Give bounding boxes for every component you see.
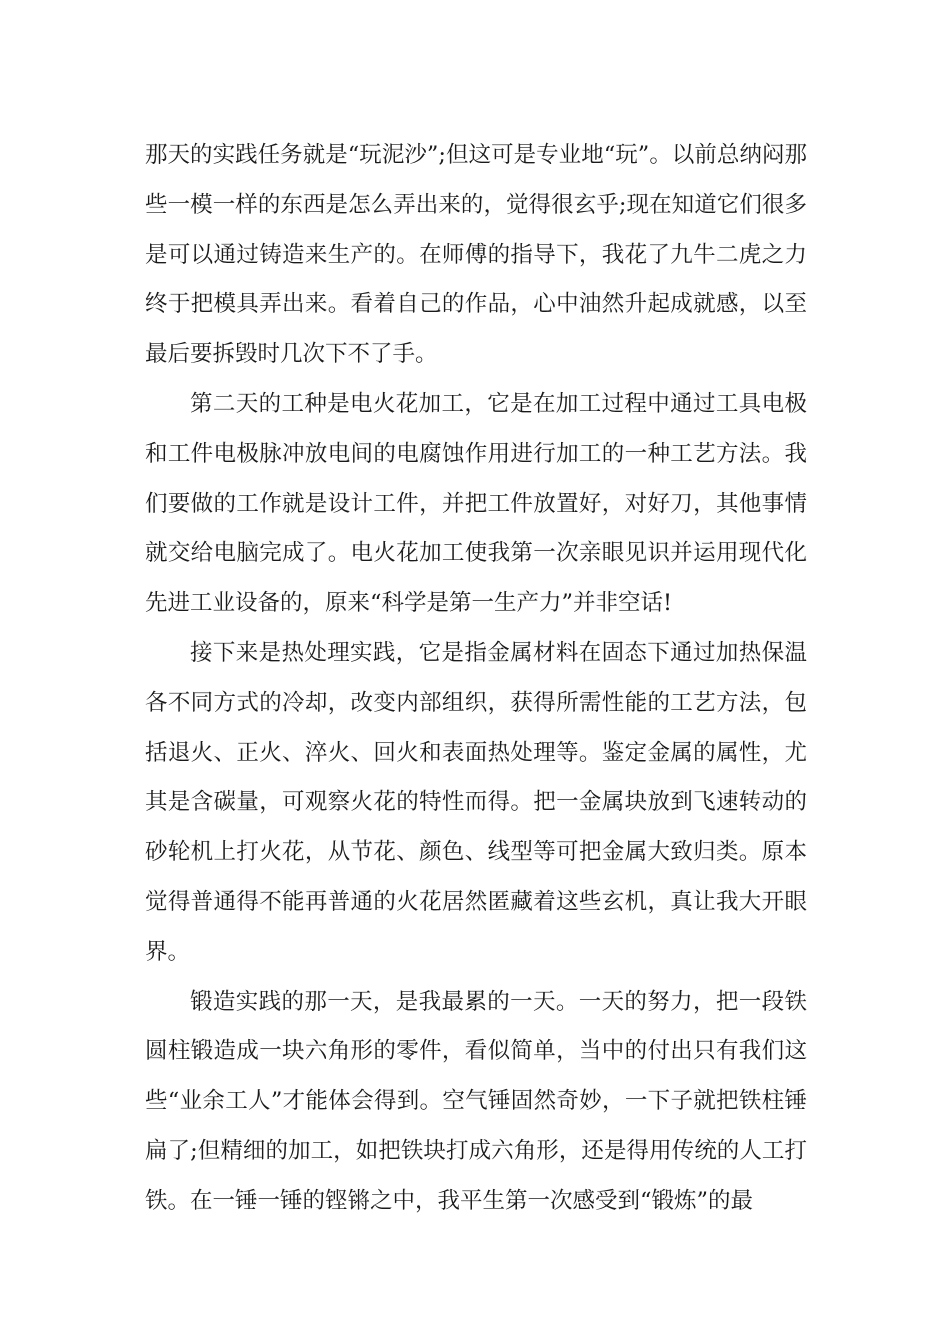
paragraph-2: 第二天的工种是电火花加工，它是在加工过程中通过工具电极和工件电极脉冲放电间的电腐蚀作用进行加工的一种工艺方法。我们要做的工作就是设计工件，并把工件放置好，对好刀，其他事情就交给电脑完成了。电火花加工使我第一次亲眼见识并运用现代化先进工业设备的，原来“科学是第一生产力”并非空话! — [145, 390, 807, 617]
paragraph-4: 锻造实践的那一天，是我最累的一天。一天的努力，把一段铁圆柱锻造成一块六角形的零件，看似简单，当中的付出只有我们这些“业余工人”才能体会得到。空气锤固然奇妙，一下子就把铁柱锤扁了;但精细的加工，如把铁块打成六角形，还是得用传统的人工打铁。在一锤一锤的铿锵之中，我平生第一次感受到“锻炼”的最 — [145, 988, 807, 1214]
document-body — [145, 131, 807, 1227]
paragraph-1: 那天的实践任务就是“玩泥沙”;但这可是专业地“玩”。以前总纳闷那些一模一样的东西是怎么弄出来的，觉得很玄乎;现在知道它们很多是可以通过铸造来生产的。在师傅的指导下，我花了九牛二虎之力终于把模具弄出来。看着自己的作品，心中油然升起成就感，以至最后要拆毁时几次下不了手。 — [145, 142, 807, 368]
paragraph-3: 接下来是热处理实践，它是指金属材料在固态下通过加热保温各不同方式的冷却，改变内部组织，获得所需性能的工艺方法，包括退火、正火、淬火、回火和表面热处理等。鉴定金属的属性，尤其是含碳量，可观察火花的特性而得。把一金属块放到飞速转动的砂轮机上打火花，从节花、颜色、线型等可把金属大致归类。原本觉得普通得不能再普通的火花居然匿藏着这些玄机，真让我大开眼界。 — [145, 639, 807, 965]
